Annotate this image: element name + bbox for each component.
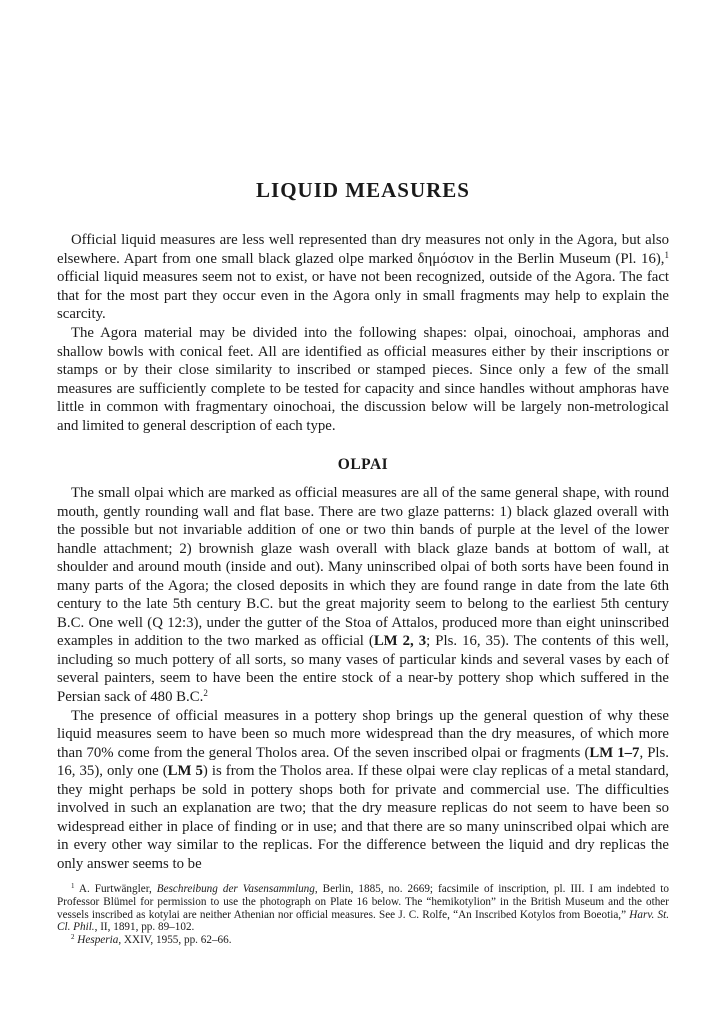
page-title: LIQUID MEASURES — [256, 178, 470, 202]
catalog-reference: LM 1–7 — [589, 744, 640, 761]
footnote-ref-2[interactable]: 2 — [203, 688, 208, 699]
text-run: The small olpai which are marked as official measures are all of the same general shape, with round mouth, gently rounding wall and flat base. There are two glaze patterns: 1) black glazed overall with the possible but not invariable addition of one or two thin bands of purple at the level of the lower handle attachment; 2) brownish glaze wash overall with black glaze bands at bottom of wall, at shoulder and around mouth (inside and out). Many uninscribed olpai of both sorts have been found in many parts of the Agora; the closed deposits in which they are found range in date from the late 6th century to the late 5th century B.C. but the great majority seem to belong to the earliest 5th century B.C. One well (Q 12:3), under the gutter of the Stoa of Attalos, produced more than eight uninscribed examples in addition to the two marked as official ( — [57, 485, 669, 650]
section-text — [57, 484, 669, 873]
italic-title: Hesperia — [74, 934, 119, 947]
text-run: Official liquid measures are less well represented than dry measures not only in the Agora, but also elsewhere. Apart from one small black glazed olpe marked δημόσιον in the Berlin Museum (Pl. 16), — [57, 232, 669, 267]
text-run: , Pls. 16, 35), only one ( — [57, 744, 669, 780]
section-paragraph-1 — [57, 484, 669, 707]
text-run: The presence of official measures in a pottery shop brings up the general question of why these liquid measures seem to have been so much more widespread than the dry measures, of which more than 70% come from the general Tholos area. Of the seven inscribed olpai or fragments ( — [57, 707, 669, 761]
text-run: ) is from the Tholos area. If these olpai were clay replicas of a metal standard, they might perhaps be sold in pottery shops both for private and commercial use. The difficulties involved in such an explanation are two; that the dry measure replicas do not seem to have been so widespread either in place of finding or in use; and that there are so many uninscribed olpai which are in every other way similar to the replicas. For the difference between the liquid and dry replicas the only answer seems to be — [57, 763, 669, 872]
catalog-reference: LM 5 — [167, 763, 203, 780]
text-run: , XXIV, 1955, pp. 62–66. — [118, 934, 232, 947]
footnote-1 — [57, 883, 669, 934]
text-run: A. Furtwängler, — [74, 883, 157, 895]
footnotes — [57, 883, 669, 947]
intro-paragraph-1 — [57, 231, 669, 324]
text-run: , Berlin, 1885, no. 2669; facsimile of inscription, pl. III. I am indebted to Professor Blümel for permission to use the photograph on Plate 16 below. The “hemikotylion” in the British Museum and the other vessels inscribed as kotylai are neither Athenian nor official measures. See J. C. Rolfe, “An Inscribed Kotylos from Boeotia,” — [57, 883, 669, 921]
italic-title: Harv. St. Cl. Phil. — [57, 908, 669, 934]
footnote-number: 1 — [71, 882, 75, 890]
text-run: , II, 1891, pp. 89–102. — [94, 921, 195, 934]
catalog-reference: LM 2, 3 — [373, 633, 427, 650]
text-run: official liquid measures seem not to exist, or have not been recognized, outside of the Agora. The fact that for the most part they occur even in the Agora only in small fragments may help to explain the scarcity. — [57, 269, 669, 323]
text-run: ; Pls. 16, 35). The contents of this well, including so much pottery of all sorts, so many vases of particular kinds and several vases by each of several painters, seem to have been the entire stock of a near-by pottery shop which suffered in the Persian sack of 480 B.C. — [57, 633, 669, 706]
footnote-2 — [57, 934, 669, 947]
section-heading: OLPAI — [337, 456, 389, 473]
footnote-ref-1[interactable]: 1 — [664, 249, 669, 260]
italic-title: Beschreibung der Vasensammlung — [156, 883, 315, 895]
footnote-number: 2 — [71, 933, 75, 942]
intro-text — [57, 231, 669, 436]
section-paragraph-2 — [57, 707, 669, 874]
intro-paragraph-2: The Agora material may be divided into the following shapes: olpai, oinochoai, amphoras and shallow bowls with conical feet. All are identified as official measures either by their inscriptions or stamps or by their close similarity to inscribed or stamped pieces. Since only a few of the small measures are sufficiently complete to be tested for capacity and since handles without amphoras have little in common with fragmentary oinochoai, the discussion below will be largely non-metrological and limited to general description of each type. — [57, 324, 669, 434]
